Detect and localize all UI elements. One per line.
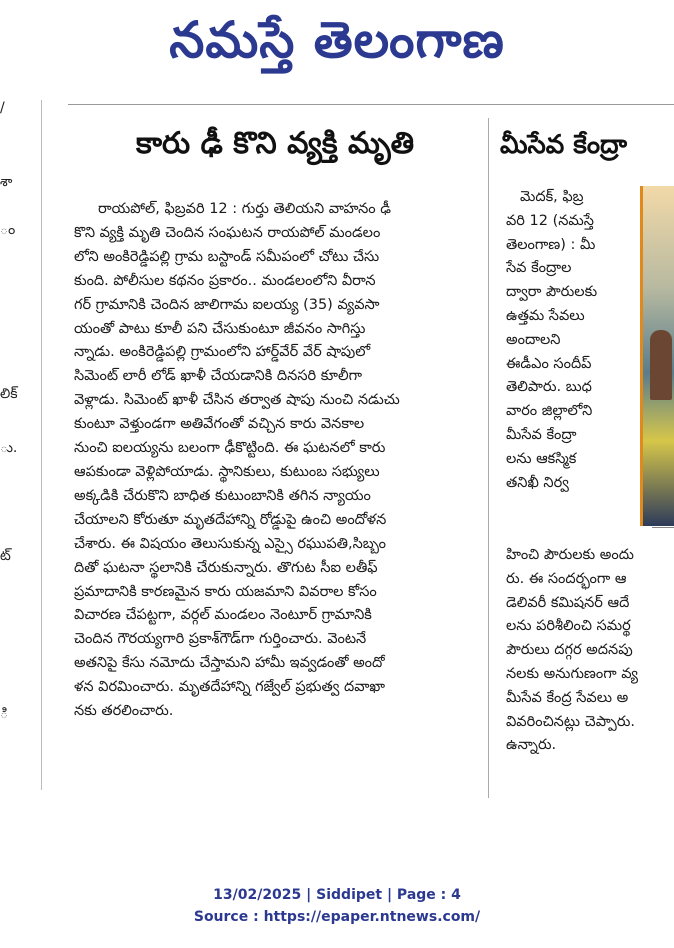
- column-rule: [41, 100, 42, 790]
- main-article-body: [74, 198, 478, 724]
- left-fragment-text: ి: [0, 706, 9, 722]
- left-fragment-text: ు.: [0, 440, 18, 456]
- footer-date-edition: 13/02/2025 | Siddipet | Page : 4: [213, 887, 461, 903]
- footer-source-link[interactable]: Source : https://epaper.ntnews.com/: [193, 909, 481, 925]
- side-article-body: [506, 186, 628, 495]
- left-fragment-text: లిక్: [0, 386, 18, 402]
- side-article-line: తెలంగాణ) : మీ: [506, 236, 596, 253]
- main-article-line: యంతో పాటు కూలీ పని చేసుకుంటూ జీవనం సాగిస్తు: [74, 320, 366, 337]
- side-article-line: మీసేవ కేంద్రా: [506, 426, 577, 443]
- side-article-line: ఉన్నారు.: [506, 737, 557, 754]
- main-article-line: చెందిన గౌరయ్యగారి ప్రకాశ్‌గౌడ్‌గా గుర్తించారు. వెంటనే: [74, 631, 367, 648]
- side-headline: మీసేవ కేంద్రా: [500, 130, 628, 160]
- side-article-line: ఈడీఎం సందీప్: [506, 355, 592, 372]
- side-article-line: డెలివరీ కమిషనర్ ఆదే: [506, 594, 630, 611]
- side-article-line: తనిఖీ నిర్వ: [506, 474, 569, 491]
- main-article-line: అక్కడికి చేరుకొని బాధిత కుటుంబానికి తగిన న్యాయం: [74, 487, 371, 504]
- side-article-line: ఉత్తమ సేవలు: [506, 307, 585, 324]
- side-article-line: లను పరిశీలించి సమర్థ: [506, 618, 631, 635]
- main-article-line: లోని అంకిరెడ్డిపల్లి గ్రామ బస్టాండ్ సమీపంలో చోటు చేసు: [74, 248, 380, 265]
- main-article-line: ప్రమాదానికి కారణమైన కారు యజమాని వివరాల కోసం: [74, 583, 377, 600]
- side-article-line: నలకు అనుగుణంగా వ్య: [506, 665, 639, 682]
- main-article-line: రాయపోల్, ఫిబ్రవరి 12 : గుర్తు తెలియని వాహనం ఢీ: [98, 201, 391, 217]
- main-article-line: అతనిపై కేసు నమోదు చేస్తామని హామీ ఇవ్వడంతో అందో: [74, 655, 385, 672]
- main-article-line: చేయాలని కోరుతూ మృతదేహాన్ని రోడ్డుపై ఉంచి అందోళన: [74, 511, 387, 528]
- main-article-line: విచారణ చేపట్టగా, వర్గల్ మండలం నెంటూర్ గ్రామానికి: [74, 607, 372, 624]
- main-article-line: కుంది. పోలీసుల కథనం ప్రకారం.. మండలంలోని వీరాన: [74, 272, 376, 289]
- side-article-line: వారం జిల్లాలోని: [506, 403, 593, 420]
- main-article-line: కొని వ్యక్తి మృతి చెందిన సంఘటన రాయపోల్ మండలం: [74, 224, 381, 241]
- main-article-line: న్నాడు. అంకిరెడ్డిపల్లి గ్రామంలోని హార్డ్‌వేర్ వేర్ షాపులో: [74, 344, 371, 361]
- main-article-line: ళన విరమించారు. మృతదేహాన్ని గజ్వేల్ ప్రభుత్వ దవాఖా: [74, 679, 386, 696]
- main-article-line: దితో ఘటనా స్థలానికి చేరుకున్నారు. తొగుట సీఐ లతీఫ్: [74, 559, 378, 576]
- side-article-line: అందాలని: [506, 331, 561, 348]
- main-article-line: నకు తరలించారు.: [74, 703, 174, 720]
- side-article-line: రు. ఈ సందర్భంగా ఆ: [506, 570, 627, 587]
- side-article-line: తెలిపారు. బుధ: [506, 379, 592, 396]
- left-fragment-text: ట్: [0, 548, 11, 564]
- side-article-line: హించి పౌరులకు అందు: [506, 547, 634, 563]
- photo-person-figure: [650, 330, 672, 400]
- side-article-line: వరి 12 (నమస్తే: [506, 212, 594, 229]
- side-article-line: ద్వారా పౌరులకు: [506, 284, 598, 301]
- side-article-line: సేవ కేంద్రాల: [506, 260, 572, 277]
- main-article-line: గర్ గ్రామానికి చెందిన జాలిగామ ఐలయ్య (35) వ్యవసా: [74, 296, 380, 313]
- column-divider: [488, 118, 489, 798]
- side-article-line: వివరించినట్లు చెప్పారు.: [506, 713, 636, 730]
- top-rule: [68, 104, 674, 105]
- main-headline: కారు ఢీ కొని వ్యక్తి మృతి: [135, 126, 415, 161]
- photo-caption-rule: [652, 527, 674, 528]
- main-article-line: సిమెంట్ లారీ లోడ్ ఖాళీ చేయడానికి దినసరి కూలీగా: [74, 368, 362, 385]
- main-article-line: నుంచి ఐలయ్యను బలంగా ఢీకొట్టింది. ఈ ఘటనలో కారు: [74, 440, 386, 457]
- left-fragment-text: ం: [0, 222, 16, 238]
- masthead-title: నమస్తే తెలంగాణ: [169, 11, 505, 69]
- left-column-fragment: [0, 100, 44, 790]
- side-article-body-wide: [506, 544, 674, 758]
- left-fragment-text: /: [0, 100, 5, 116]
- main-article-line: ఆపకుండా వెళ్లిపోయాడు. స్థానికులు, కుటుంబ సభ్యులు: [74, 463, 380, 480]
- side-article-line: మెదక్, ఫిబ్ర: [520, 189, 584, 205]
- main-article-line: వెళ్లాడు. సిమెంట్ ఖాళీ చేసిన తర్వాత షాపు నుంచి నడుచు: [74, 392, 400, 409]
- side-article-line: లను ఆకస్మిక: [506, 450, 577, 467]
- main-article-line: కుంటూ వెళ్తుండగా అతివేగంతో వచ్చిన కారు వెనకాల: [74, 416, 365, 433]
- footer: [0, 884, 674, 928]
- left-fragment-text: శా: [0, 174, 13, 190]
- side-article-line: మీసేవ కేంద్ర సేవలు అ: [506, 689, 629, 706]
- main-article-line: చేశారు. ఈ విషయం తెలుసుకున్న ఎస్సై రఘుపతి,సిబ్బం: [74, 535, 386, 552]
- side-article-line: పౌరులు దగ్గర అదనపు: [506, 642, 633, 659]
